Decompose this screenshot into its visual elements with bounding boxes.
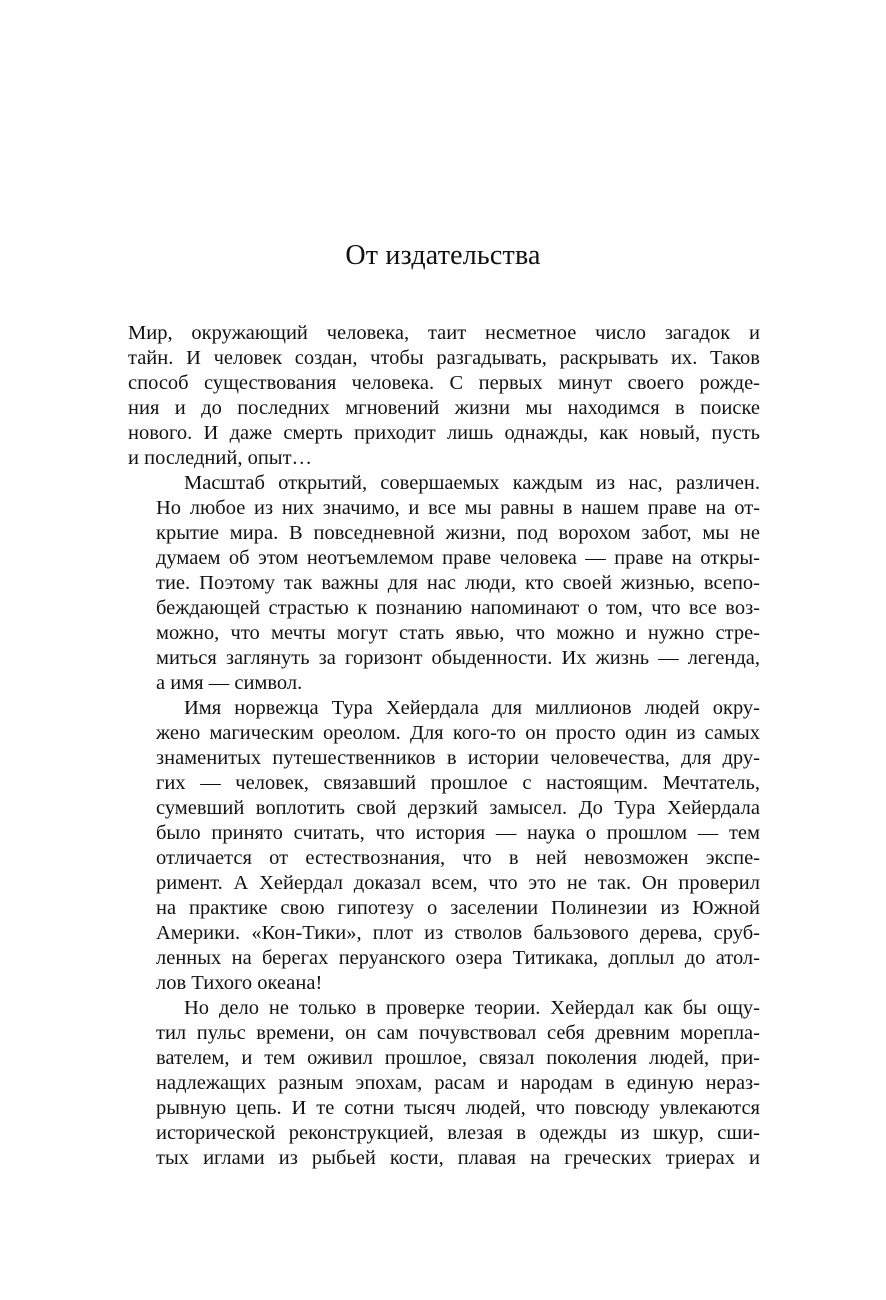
text-line: тил пульс времени, он сам почувствовал себя древним морепла- xyxy=(156,1022,760,1044)
text-line: Но любое из них значимо, и все мы равны в нашем праве на от- xyxy=(156,497,760,519)
paragraph-3 xyxy=(128,696,760,996)
text-line: беждающей страстью к познанию напоминают о том, что все воз- xyxy=(156,597,760,619)
text-line: Масштаб открытий, совершаемых каждым из нас, различен. xyxy=(184,472,760,494)
text-line: было принято считать, что история — наука о прошлом — тем xyxy=(156,822,760,844)
text-line: знаменитых путешественников в истории человечества, для дру- xyxy=(156,747,760,769)
text-line: на практике свою гипотезу о заселении Полинезии из Южной xyxy=(156,897,760,919)
text-line: отличается от естествознания, что в ней невозможен экспе- xyxy=(156,847,760,869)
text-line: а имя — символ. xyxy=(156,672,303,694)
paragraph-1 xyxy=(128,321,760,471)
text-line: ния и до последних мгновений жизни мы находимся в поиске xyxy=(128,397,760,419)
text-line: римент. А Хейердал доказал всем, что это не так. Он проверил xyxy=(156,872,760,894)
paragraph-4 xyxy=(128,996,760,1171)
text-line: Имя норвежца Тура Хейердала для миллионов людей окру- xyxy=(184,697,760,719)
body-text xyxy=(128,321,760,1171)
text-line: можно, что мечты могут стать явью, что можно и нужно стре- xyxy=(156,622,760,644)
chapter-title: От издательства xyxy=(345,240,541,271)
text-line: нового. И даже смерть приходит лишь однажды, как новый, пусть xyxy=(128,422,760,444)
text-line: Америки. «Кон-Тики», плот из стволов бальзового дерева, сруб- xyxy=(156,922,760,944)
text-line: лов Тихого океана! xyxy=(156,972,323,994)
text-line: исторической реконструкцией, влезая в одежды из шкур, сши- xyxy=(156,1122,760,1144)
text-line: рывную цепь. И те сотни тысяч людей, что повсюду увлекаются xyxy=(156,1097,760,1119)
text-line: Но дело не только в проверке теории. Хейердал как бы ощу- xyxy=(184,997,760,1019)
text-line: сумевший воплотить свой дерзкий замысел. До Тура Хейердала xyxy=(156,797,760,819)
text-line: тие. Поэтому так важны для нас люди, кто своей жизнью, всепо- xyxy=(156,572,760,594)
text-line: способ существования человека. С первых минут своего рожде- xyxy=(128,372,760,394)
text-line: вателем, и тем оживил прошлое, связал поколения людей, при- xyxy=(156,1047,760,1069)
text-line: думаем об этом неотъемлемом праве человека — праве на откры- xyxy=(156,547,760,569)
text-line: гих — человек, связавший прошлое с настоящим. Мечтатель, xyxy=(156,772,760,794)
text-line: миться заглянуть за горизонт обыденности. Их жизнь — легенда, xyxy=(156,647,760,669)
text-line: Мир, окружающий человека, таит несметное число загадок и xyxy=(128,322,760,344)
text-line: надлежащих разным эпохам, расам и народам в единую нераз- xyxy=(156,1072,760,1094)
text-line: жено магическим ореолом. Для кого-то он просто один из самых xyxy=(156,722,760,744)
paragraph-2 xyxy=(128,471,760,696)
text-line: тых иглами из рыбьей кости, плавая на греческих триерах и xyxy=(156,1147,760,1169)
text-line: тайн. И человек создан, чтобы разгадывать, раскрывать их. Таков xyxy=(128,347,760,369)
text-line: крытие мира. В повседневной жизни, под ворохом забот, мы не xyxy=(156,522,760,544)
text-line: ленных на берегах перуанского озера Титикака, доплыл до атол- xyxy=(156,947,760,969)
text-line: и последний, опыт… xyxy=(128,447,313,469)
